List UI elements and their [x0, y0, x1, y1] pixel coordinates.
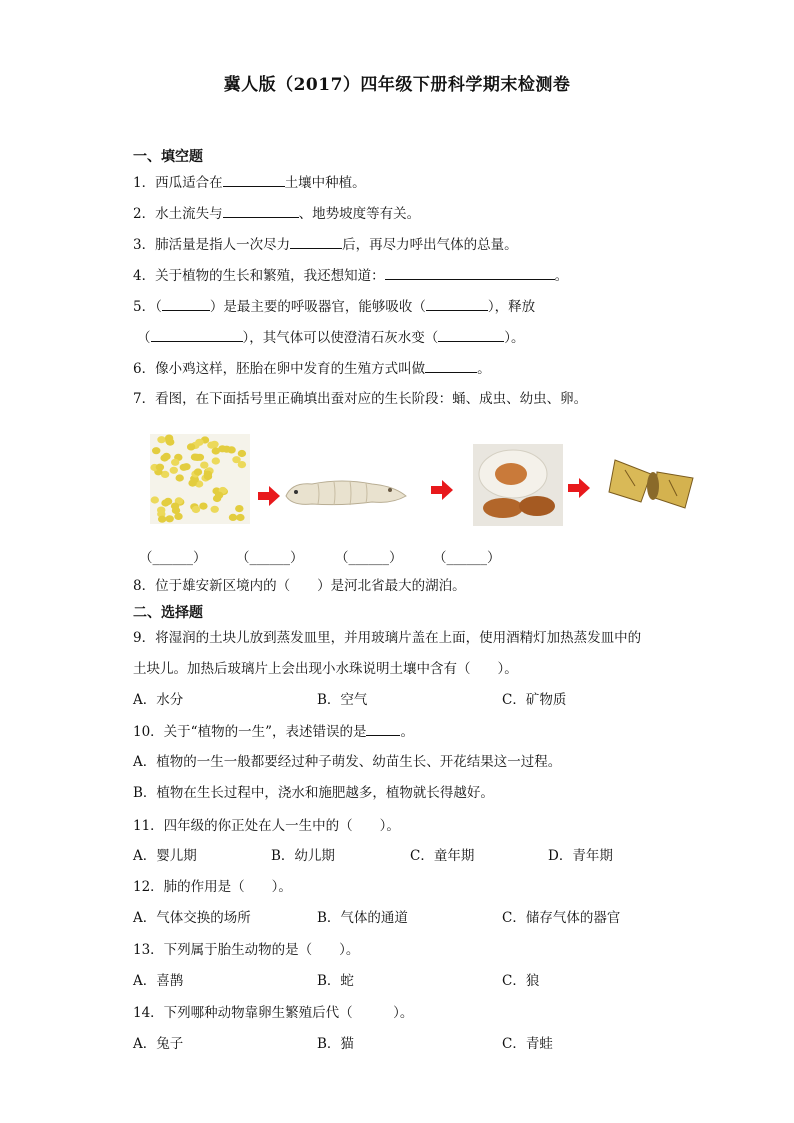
question-14: 14．下列哪种动物靠卵生繁殖后代（ ）。	[133, 1005, 414, 1021]
silkworm-egg	[170, 467, 178, 474]
question-text: 4．关于植物的生长和繁殖，我还想知道：	[133, 268, 385, 284]
option-b[interactable]: B．植物在生长过程中，浇水和施肥越多，植物就长得越好。	[133, 785, 494, 801]
answer-paren-1[interactable]: （______）	[139, 550, 207, 566]
silkworm-egg	[166, 515, 174, 522]
question-text: 。	[477, 361, 491, 377]
silkworm-egg	[187, 443, 195, 450]
answer-blank[interactable]	[223, 203, 299, 218]
option-b[interactable]: B．猫	[317, 1036, 354, 1052]
silkworm-egg	[176, 474, 184, 481]
answer-paren-4[interactable]: （______）	[433, 550, 501, 566]
silkworm-egg	[193, 454, 201, 461]
question-text: 2．水土流失与	[133, 206, 223, 222]
silkworm-egg	[200, 462, 208, 469]
question-5-continued	[137, 327, 525, 348]
option-a[interactable]: A．兔子	[133, 1036, 184, 1052]
silkworm-egg	[199, 503, 207, 510]
option-b[interactable]: B．幼儿期	[271, 848, 335, 864]
option-c[interactable]: C．狼	[502, 973, 540, 989]
option-c[interactable]: C．青蛙	[502, 1036, 553, 1052]
question-5	[133, 296, 535, 317]
silkworm-egg	[158, 516, 166, 523]
option-b[interactable]: B．蛇	[317, 973, 354, 989]
silkworm-egg	[161, 499, 169, 506]
question-9: 9．将湿润的土块儿放到蒸发皿里，并用玻璃片盖在上面，使用酒精灯加热蒸发皿中的	[133, 630, 642, 646]
question-9-continued: 土块儿。加热后玻璃片上会出现小水珠说明土壤中含有（ ）。	[133, 661, 518, 677]
answer-paren-2[interactable]: （______）	[236, 550, 304, 566]
silkworm-egg	[165, 435, 173, 442]
silkworm-egg	[236, 514, 244, 521]
silkworm-egg	[192, 506, 200, 513]
question-11: 11．四年级的你正处在人一生中的（ ）。	[133, 818, 400, 834]
option-a[interactable]: A．婴儿期	[133, 848, 197, 864]
question-text: （	[137, 330, 151, 346]
section-heading-fill-in: 一、填空题	[133, 149, 203, 165]
answer-blank[interactable]	[366, 721, 400, 736]
question-text: 6．像小鸡这样，胚胎在卵中发育的生殖方式叫做	[133, 361, 426, 377]
page-title: 冀人版（2017）四年级下册科学期末检测卷	[223, 75, 571, 95]
question-12: 12．肺的作用是（ ）。	[133, 879, 292, 895]
question-text: 3．肺活量是指人一次尽力	[133, 237, 291, 253]
answer-paren-3[interactable]: （______）	[335, 550, 403, 566]
silkworm-egg	[151, 496, 159, 503]
arrow-right-icon	[431, 480, 453, 500]
silkworm-egg	[157, 436, 165, 443]
silkworm-egg	[152, 447, 160, 454]
question-text: 1．西瓜适合在	[133, 175, 223, 191]
answer-blank[interactable]	[290, 234, 342, 249]
option-a[interactable]: A．植物的一生一般都要经过种子萌发、幼苗生长、开花结果这一过程。	[133, 754, 562, 770]
question-text: 、地势坡度等有关。	[298, 206, 421, 222]
silkworm-moth-image	[605, 446, 697, 516]
arrow-right-icon	[568, 478, 590, 498]
question-text: ）。	[504, 330, 525, 346]
silkworm-egg	[174, 513, 182, 520]
answer-blank[interactable]	[162, 296, 210, 311]
silkworm-egg	[171, 459, 179, 466]
option-a[interactable]: A．喜鹊	[133, 973, 184, 989]
question-text: ），释放	[487, 299, 536, 315]
answer-blank[interactable]	[223, 172, 285, 187]
answer-blank[interactable]	[385, 265, 555, 280]
question-text: 后，再尽力呼出气体的总量。	[342, 237, 518, 253]
silkworm-egg	[238, 450, 246, 457]
option-c[interactable]: C．童年期	[410, 848, 475, 864]
silkworm-larva-image	[282, 470, 412, 510]
arrow-right-icon	[258, 486, 280, 506]
silkworm-egg	[229, 514, 237, 521]
option-b[interactable]: B．气体的通道	[317, 910, 408, 926]
silkworm-egg	[215, 492, 223, 499]
option-a[interactable]: A．气体交换的场所	[133, 910, 251, 926]
section-heading-choice: 二、选择题	[133, 605, 203, 621]
question-7: 7．看图，在下面括号里正确填出蚕对应的生长阶段：蛹、成虫、幼虫、卵。	[133, 391, 588, 407]
question-text: 。	[400, 724, 414, 740]
question-1	[133, 172, 366, 193]
question-8: 8．位于雄安新区境内的（ ）是河北省最大的湖泊。	[133, 578, 466, 594]
question-text: 10．关于“植物的一生”，表述错误的是	[133, 724, 367, 740]
question-13: 13．下列属于胎生动物的是（ ）。	[133, 942, 360, 958]
silkworm-egg	[207, 442, 215, 449]
question-text: ），其气体可以使澄清石灰水变（	[242, 330, 439, 346]
answer-blank[interactable]	[438, 327, 504, 342]
question-text: ）是最主要的呼吸器官，能够吸收（	[209, 299, 426, 315]
option-d[interactable]: D．青年期	[548, 848, 613, 864]
option-c[interactable]: C．储存气体的器官	[502, 910, 621, 926]
silkworm-egg	[212, 457, 220, 464]
silkworm-egg	[171, 503, 179, 510]
silkworm-egg	[235, 505, 243, 512]
silkworm-egg	[232, 456, 240, 463]
silkworm-egg	[180, 464, 188, 471]
answer-blank[interactable]	[425, 358, 477, 373]
answer-blank[interactable]	[426, 296, 488, 311]
silkworm-egg	[211, 506, 219, 513]
question-4	[133, 265, 568, 286]
silkworm-egg	[194, 468, 202, 475]
question-3	[133, 234, 518, 255]
silkworm-pupa-image	[473, 444, 563, 526]
silkworm-egg	[204, 473, 212, 480]
option-c[interactable]: C．矿物质	[502, 692, 567, 708]
question-10	[133, 721, 414, 742]
question-6	[133, 358, 491, 379]
silkworm-eggs-image	[150, 434, 250, 524]
answer-blank[interactable]	[151, 327, 243, 342]
option-b[interactable]: B．空气	[317, 692, 368, 708]
silkworm-egg	[156, 464, 164, 471]
question-2	[133, 203, 420, 224]
option-a[interactable]: A．水分	[133, 692, 184, 708]
silkworm-egg	[195, 439, 203, 446]
silkworm-egg	[223, 446, 231, 453]
question-text: 。	[554, 268, 569, 284]
question-text: 土壤中种植。	[284, 175, 366, 191]
silkworm-egg	[162, 453, 170, 460]
question-text: 5．（	[133, 299, 162, 315]
